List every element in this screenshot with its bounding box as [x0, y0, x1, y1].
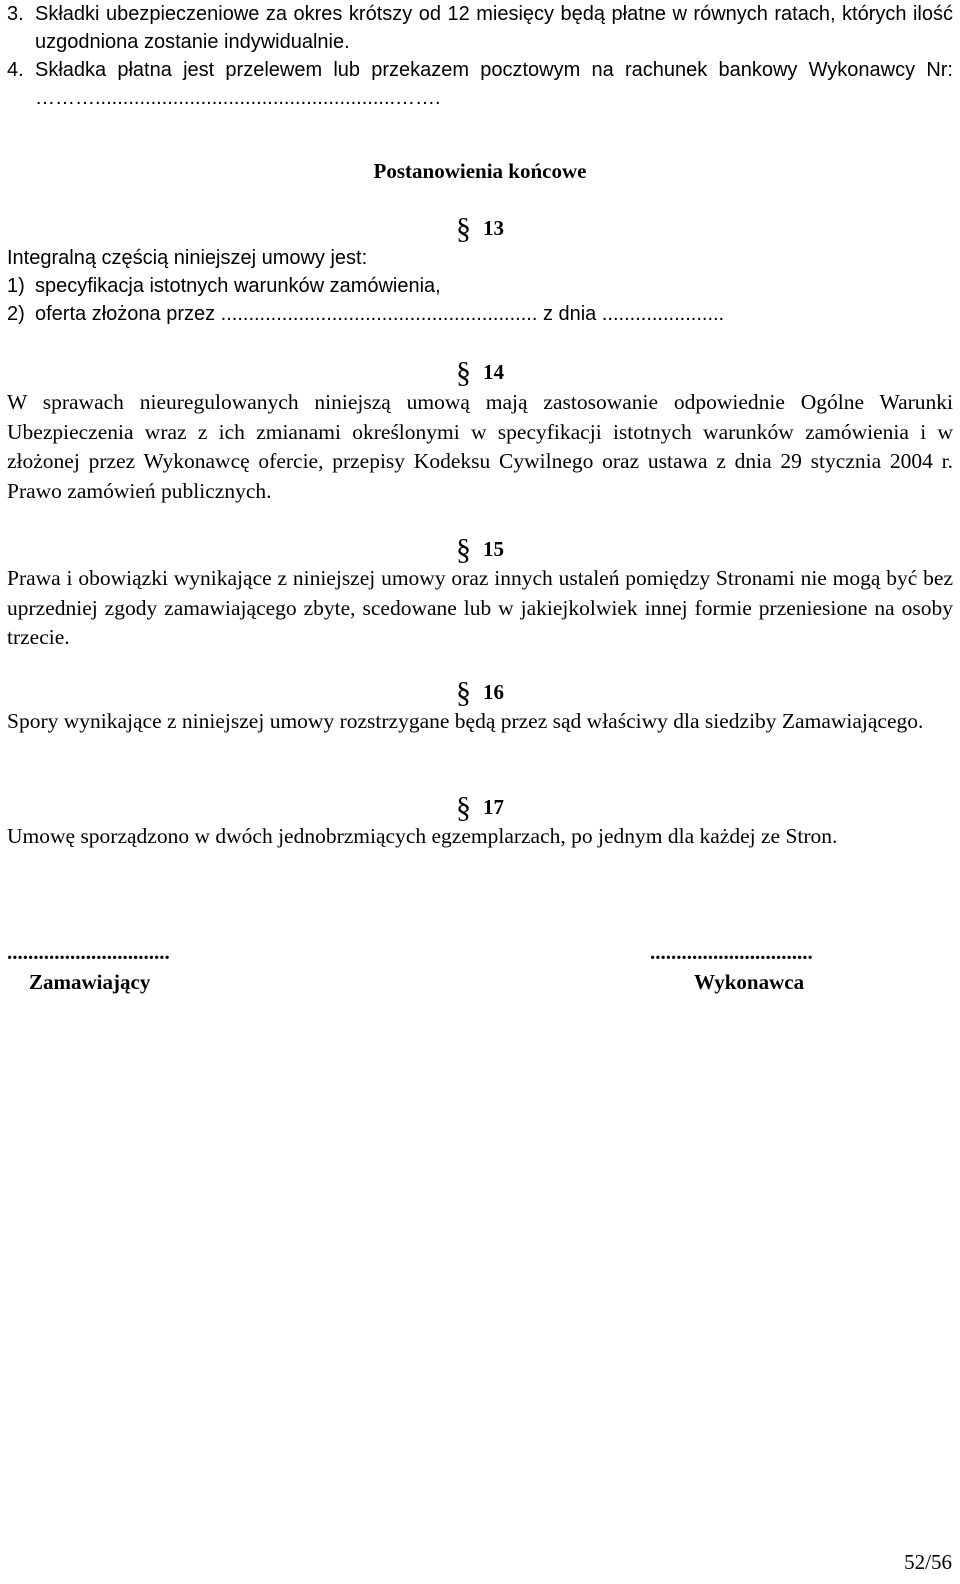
- list-item: [7, 0, 953, 56]
- section-symbol: §: [456, 791, 471, 824]
- signature-line-right: ...............................: [650, 940, 813, 964]
- list-item-text: specyfikacja istotnych warunków zamówienia,: [35, 275, 441, 297]
- section-number: 15: [483, 537, 504, 561]
- section-number: 14: [483, 360, 504, 384]
- section-14-text: W sprawach nieuregulowanych niniejszą umową mają zastosowanie odpowiednie Ogólne Warunki Ubezpieczenia wraz z ich zmianami określonymi w specyfikacji istotnych warunków zamówienia i w złożonej przez Wykonawcę ofercie, przepisy Kodeksu Cywilnego oraz ustawa z dnia 29 stycznia 2004 r. Prawo zamówień publicznych.: [7, 390, 953, 503]
- numbered-list: [7, 0, 953, 112]
- list-item-text: Składka płatna jest przelewem lub przekazem pocztowym na rachunek bankowy Wykonawcy Nr: ………......................................................…….: [35, 59, 953, 109]
- list-item-text: Składki ubezpieczeniowe za okres krótszy od 12 miesięcy będą płatne w równych ratach, których ilość uzgodniona zostanie indywidualnie.: [35, 3, 953, 53]
- section-symbol: §: [456, 212, 471, 245]
- page-number: 52/56: [904, 1550, 952, 1574]
- section-17-text: Umowę sporządzono w dwóch jednobrzmiących egzemplarzach, po jednym dla każdej ze Stron.: [7, 824, 838, 848]
- section-13-heading: [456, 214, 504, 244]
- list-item-number: 4.: [7, 59, 24, 81]
- list-item: [7, 300, 953, 328]
- signature-line-left: ...............................: [7, 940, 170, 964]
- list-item: [7, 272, 953, 300]
- section-symbol: §: [456, 676, 471, 709]
- list-item: [7, 56, 953, 112]
- section-14-heading: [456, 358, 504, 388]
- final-provisions-heading: Postanowienia końcowe: [373, 159, 587, 183]
- list-item-number: 1): [7, 275, 25, 297]
- list-item-number: 2): [7, 303, 25, 325]
- section-17-heading: [456, 793, 504, 823]
- section-16-text: Spory wynikające z niniejszej umowy rozstrzygane będą przez sąd właściwy dla siedziby Zamawiającego.: [7, 709, 924, 733]
- signature-label-contractor: Wykonawca: [694, 970, 805, 994]
- section-symbol: §: [456, 533, 471, 566]
- list-item-number: 3.: [7, 3, 24, 25]
- signature-label-ordering-party: Zamawiający: [29, 970, 151, 994]
- section-symbol: §: [456, 356, 471, 389]
- section-13-intro: Integralną częścią niniejszej umowy jest:: [7, 247, 368, 269]
- section-number: 13: [483, 216, 504, 240]
- section-15-text: Prawa i obowiązki wynikające z niniejszej umowy oraz innych ustaleń pomiędzy Stronami nie mogą być bez uprzedniej zgody zamawiającego zbyte, scedowane lub w jakiejkolwiek innej formie przeniesione na osoby trzecie.: [7, 566, 953, 649]
- list-item-text: oferta złożona przez ......................................................... z dnia ......................: [35, 303, 725, 325]
- section-13-body: [7, 244, 953, 328]
- section-number: 16: [483, 680, 504, 704]
- section-15-heading: [456, 535, 504, 565]
- section-16-heading: [456, 678, 504, 708]
- section-number: 17: [483, 795, 504, 819]
